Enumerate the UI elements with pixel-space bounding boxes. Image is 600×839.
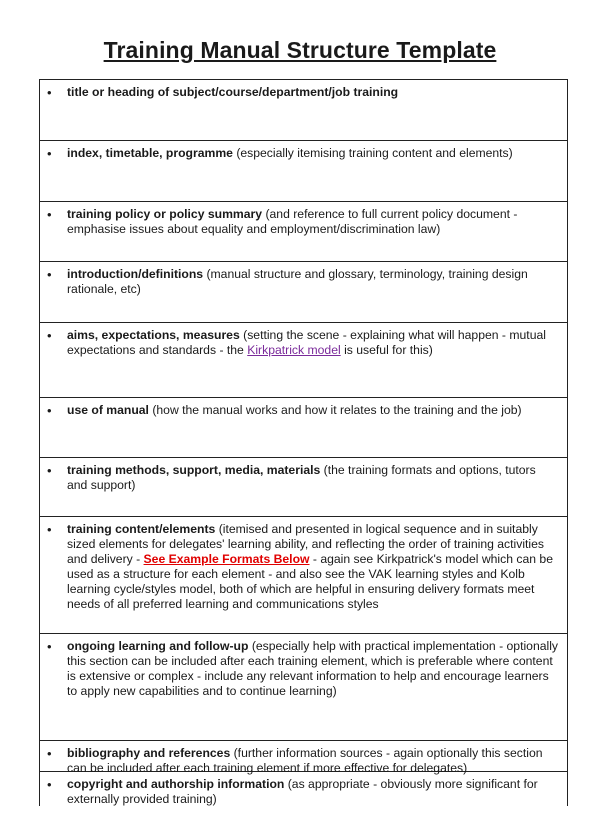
structure-table bbox=[39, 79, 568, 806]
item-text bbox=[67, 522, 559, 612]
item-description: (how the manual works and how it relates to the training and the job) bbox=[148, 403, 522, 417]
bullet: • bbox=[47, 639, 52, 654]
item-text bbox=[67, 146, 559, 161]
item-text bbox=[67, 267, 559, 297]
item-text bbox=[67, 207, 559, 237]
document-title: Training Manual Structure Template bbox=[103, 37, 497, 63]
bullet: • bbox=[47, 146, 52, 161]
item-text bbox=[67, 328, 559, 358]
item-heading: aims, expectations, measures bbox=[67, 328, 240, 342]
table-row bbox=[40, 398, 567, 458]
item-heading: index, timetable, programme bbox=[67, 146, 233, 160]
example-formats-link[interactable]: See Example Formats Below bbox=[143, 552, 310, 566]
bullet: • bbox=[47, 207, 52, 222]
item-heading: training policy or policy summary bbox=[67, 207, 263, 221]
bullet: • bbox=[47, 746, 52, 761]
item-description: (as appropriate - obviously more significant for externally provided training) bbox=[67, 777, 538, 806]
table-row bbox=[40, 80, 567, 141]
table-row bbox=[40, 202, 567, 262]
bullet: • bbox=[47, 267, 52, 282]
item-description: (itemised and presented in logical sequence and in suitably sized elements for delegates' learning ability, and reflecting the order of training activities and delivery - bbox=[67, 522, 544, 566]
item-description-end: - again see Kirkpatrick's model which can be used as a structure for each element - and also see the VAK learning styles and Kolb learning cycle/styles model, both of which are helpful in ensuring delivery formats meet needs of all preferred learning and communications styles bbox=[67, 552, 553, 611]
table-row bbox=[40, 772, 567, 806]
table-row bbox=[40, 141, 567, 202]
item-text bbox=[67, 403, 559, 418]
bullet: • bbox=[47, 463, 52, 478]
item-heading: use of manual bbox=[67, 403, 149, 417]
item-heading: training content/elements bbox=[67, 522, 216, 536]
item-text bbox=[67, 85, 559, 100]
table-row bbox=[40, 458, 567, 517]
bullet: • bbox=[47, 777, 52, 792]
item-description: (further information sources - again optionally this section can be included after each training element if more effective for delegates) bbox=[67, 746, 543, 775]
item-description: (manual structure and glossary, terminology, training design rationale, etc) bbox=[67, 267, 528, 296]
item-description: (especially itemising training content and elements) bbox=[232, 146, 513, 160]
item-description: (the training formats and options, tutors and support) bbox=[67, 463, 536, 492]
table-row bbox=[40, 517, 567, 634]
table-row bbox=[40, 634, 567, 741]
item-heading: training methods, support, media, materials bbox=[67, 463, 321, 477]
item-description-end: is useful for this) bbox=[340, 343, 433, 357]
item-description: (and reference to full current policy document - emphasise issues about equality and employment/discrimination law) bbox=[67, 207, 518, 236]
item-heading: bibliography and references bbox=[67, 746, 231, 760]
kirkpatrick-model-link[interactable]: Kirkpatrick model bbox=[247, 343, 341, 357]
item-description: (setting the scene - explaining what will happen - mutual expectations and standards - the bbox=[67, 328, 546, 357]
item-heading: ongoing learning and follow-up bbox=[67, 639, 249, 653]
item-text bbox=[67, 639, 559, 699]
item-text bbox=[67, 777, 559, 807]
table-row bbox=[40, 323, 567, 398]
table-row bbox=[40, 741, 567, 775]
bullet: • bbox=[47, 85, 52, 100]
table-row bbox=[40, 262, 567, 323]
bullet: • bbox=[47, 522, 52, 537]
item-description: (especially help with practical implementation - optionally this section can be included after each training element, which is preferable where content is extensive or complex - include any relevant information to help and encourage learners to apply new capabilities and to continue learning) bbox=[67, 639, 559, 698]
item-heading: copyright and authorship information bbox=[67, 777, 285, 791]
item-heading: title or heading of subject/course/department/job training bbox=[67, 85, 399, 99]
bullet: • bbox=[47, 403, 52, 418]
bullet: • bbox=[47, 328, 52, 343]
item-text bbox=[67, 463, 559, 493]
item-heading: introduction/definitions bbox=[67, 267, 204, 281]
